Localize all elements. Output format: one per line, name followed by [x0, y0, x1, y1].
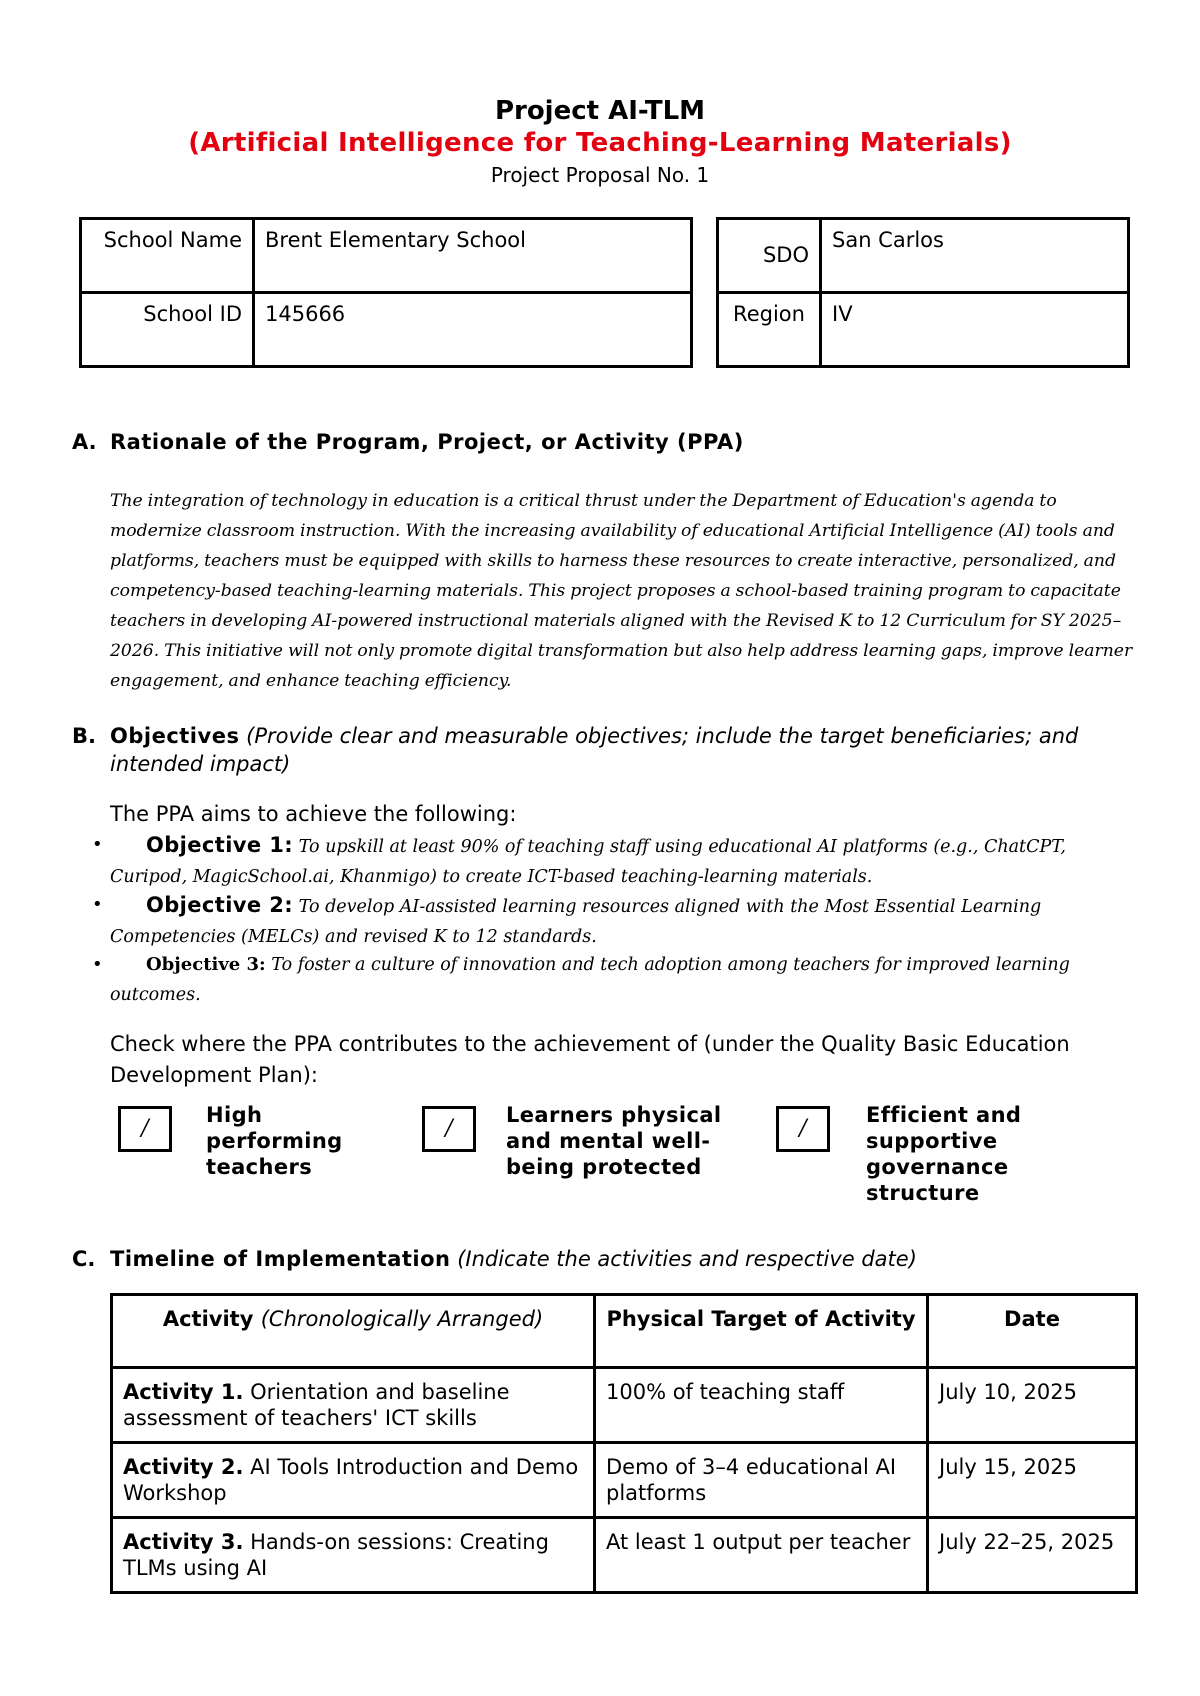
section-b-title: Objectives: [110, 724, 240, 748]
objective-text: To foster a culture of innovation and tech adoption among teachers for improved learning: [271, 955, 1070, 975]
activity-desc: Hands-on sessions: Creating TLMs using AI: [123, 1530, 549, 1580]
objective-label: Objective 1:: [146, 833, 294, 857]
objective-label: Objective 2:: [146, 893, 294, 917]
section-b-note: (Provide clear and measurable objectives; include the target beneficiaries; and intended impact): [110, 724, 1079, 776]
activity-target: 100% of teaching staff: [595, 1368, 928, 1443]
school-id-label: School ID: [81, 293, 254, 367]
check-instructions: Check where the PPA contributes to the achievement of (under the Quality Basic Education Development Plan):: [110, 1032, 1070, 1087]
activity-target: At least 1 output per teacher: [595, 1518, 928, 1593]
objective-text-cont: Competencies (MELCs) and revised K to 12 standards.: [110, 927, 597, 947]
activity-desc: AI Tools Introduction and Demo Workshop: [123, 1455, 579, 1505]
objective-text-cont: outcomes.: [110, 985, 201, 1005]
section-b-letter: B.: [72, 724, 96, 748]
school-name-label: School Name: [81, 219, 254, 293]
objective-item: [92, 890, 1172, 952]
objective-text-cont: Curipod, MagicSchool.ai, Khanmigo) to create ICT-based teaching-learning materials.: [110, 867, 873, 887]
table-header-row: [112, 1295, 1137, 1368]
table-row: [112, 1368, 1137, 1443]
activity-label: Activity 2.: [123, 1455, 244, 1479]
page-title: Project AI-TLM: [494, 96, 706, 126]
page-subtitle: (Artificial Intelligence for Teaching-Learning Materials): [188, 128, 1012, 158]
rationale-paragraph: The integration of technology in education is a critical thrust under the Department of Education's agenda to modernize classroom instruction. With the increasing availability of educational Artificial Intelligence (AI) tools and platforms, teachers must be equipped with skills to harness these resources to create interactive, personalized, and competency-based teaching-learning materials. This project proposes a school-based training program to capacitate teachers in developing AI-powered instructional materials aligned with the Revised K to 12 Curriculum for SY 2025–2026. This initiative will not only promote digital transformation but also help address learning gaps, improve learner engagement, and enhance teaching efficiency.: [110, 491, 1133, 691]
activity-date: July 15, 2025: [928, 1443, 1137, 1518]
section-c-note: (Indicate the activities and respective date): [457, 1247, 917, 1271]
division-info-table: [716, 217, 1130, 368]
school-info-table: [79, 217, 693, 368]
checkbox-label: Efficient and supportive governance structure: [866, 1103, 1022, 1205]
checkbox-high-performing-teachers[interactable]: /: [118, 1106, 172, 1152]
bullet-icon: •: [92, 834, 103, 855]
sdo-value: San Carlos: [821, 219, 1129, 293]
sdo-label: SDO: [718, 219, 821, 293]
section-a-letter: A.: [72, 430, 97, 454]
activity-label: Activity 3.: [123, 1530, 244, 1554]
school-id-value: 145666: [254, 293, 692, 367]
objectives-intro: The PPA aims to achieve the following:: [110, 802, 517, 826]
section-c-title: Timeline of Implementation: [110, 1247, 451, 1271]
checkbox-label: High performing teachers: [206, 1103, 343, 1179]
region-label: Region: [718, 293, 821, 367]
objective-item: [92, 950, 1172, 1010]
proposal-number: Project Proposal No. 1: [490, 163, 710, 187]
col-activity-note: (Chronologically Arranged): [260, 1307, 544, 1331]
objective-text: To develop AI-assisted learning resources aligned with the Most Essential Learning: [298, 897, 1042, 917]
region-value: IV: [821, 293, 1129, 367]
activity-target: Demo of 3–4 educational AI platforms: [595, 1443, 928, 1518]
table-row: [112, 1443, 1137, 1518]
bullet-icon: •: [92, 954, 103, 975]
activity-desc: Orientation and baseline assessment of teachers' ICT skills: [123, 1380, 510, 1430]
timeline-table: [110, 1293, 1138, 1594]
school-name-value: Brent Elementary School: [254, 219, 692, 293]
section-a-title: Rationale of the Program, Project, or Activity (PPA): [110, 430, 744, 454]
table-row: [112, 1518, 1137, 1593]
col-activity-header: Activity: [162, 1307, 254, 1331]
activity-date: July 22–25, 2025: [928, 1518, 1137, 1593]
section-c-letter: C.: [72, 1247, 96, 1271]
activity-label: Activity 1.: [123, 1380, 244, 1404]
checkbox-governance-structure[interactable]: /: [776, 1106, 830, 1152]
objective-item: [92, 830, 1172, 892]
checkbox-learners-wellbeing[interactable]: /: [422, 1106, 476, 1152]
checkbox-label: Learners physical and mental well-being protected: [506, 1103, 722, 1179]
objective-label: Objective 3:: [146, 954, 266, 975]
col-target-header: Physical Target of Activity: [595, 1295, 928, 1368]
activity-date: July 10, 2025: [928, 1368, 1137, 1443]
bullet-icon: •: [92, 894, 103, 915]
col-date-header: Date: [928, 1295, 1137, 1368]
objective-text: To upskill at least 90% of teaching staff using educational AI platforms (e.g., ChatCPT,: [298, 837, 1066, 857]
